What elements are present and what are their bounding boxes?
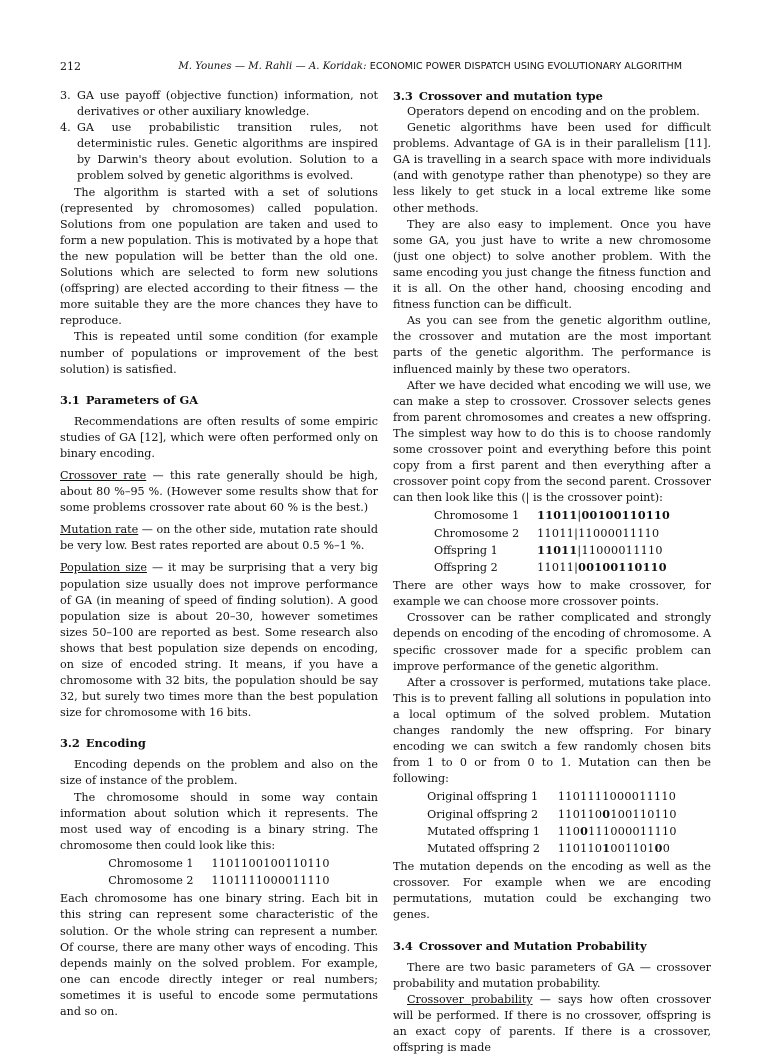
table-row: Offspring 1 11011|11000011110 xyxy=(433,543,663,557)
list-item: 4. GA use probabilistic transition rules, not deterministic rules. Genetic algorithms are inspired by Darwin's theory about evolution. Solution to a problem solved by genetic algorithms is evolved. xyxy=(60,121,378,183)
paragraph: As you can see from the genetic algorithm outline, the crossover and mutation are the most important parts of the genetic algorithm. The performance is influenced mainly by these two operators. xyxy=(393,314,711,376)
section-heading-3-4: 3.4 Crossover and Mutation Probability xyxy=(393,938,647,953)
running-head-authors: M. Younes — M. Rahli — A. Koridak xyxy=(178,61,364,72)
table-row: Chromosome 2 1101111000011110 xyxy=(108,874,330,888)
paragraph-mutation-rate: Mutation rate — on the other side, mutation rate should be very low. Best rates reported are about 0.5 %–1 %. xyxy=(60,523,378,553)
encoding-table xyxy=(108,855,329,889)
table-row: Mutated offspring 1 1100111000011110 xyxy=(427,824,677,838)
table-row: Mutated offspring 2 110110100110100 xyxy=(427,841,671,855)
numbered-list xyxy=(60,88,378,185)
paragraph: The chromosome should in some way contain information about solution which it represents. The most used way of encoding is a binary string. The chromosome then could look like this: xyxy=(60,790,378,852)
table-row: Offspring 2 11011|00100110110 xyxy=(433,560,667,574)
table-row: Original offspring 2 1101100100110110 xyxy=(427,807,677,821)
list-item: 3. GA use payoff (objective function) information, not derivatives or other auxiliary knowledge. xyxy=(60,89,378,119)
table-row: Chromosome 1 11011|00100110110 xyxy=(433,509,671,523)
paragraph-population-size: Population size — it may be surprising that a very big population size usually does not improve performance of GA (in meaning of speed of finding solution). A good population size is about 20–30, however sometimes sizes 50–100 are reported as best. Some research also shows that best population size depends on encoding, on size of encoded string. It means, if you have a chromosome with 32 bits, the population should be say 32, but surely two times more than the best population size for chromosome with 16 bits. xyxy=(60,561,378,720)
crossover-table xyxy=(434,507,670,576)
running-head-title: ECONOMIC POWER DISPATCH USING EVOLUTIONARY ALGORITHM xyxy=(369,61,682,72)
paragraph: Recommendations are often results of some empiric studies of GA [12], which were often performed only on binary encoding. xyxy=(60,414,378,460)
paragraph: After we have decided what encoding we will use, we can make a step to crossover. Crossover selects genes from parent chromosomes and creates a new offspring. The simplest way how to do this is to choose randomly some crossover point and everything before this point copy from a first parent and then everything after a crossover point copy from the second parent. Crossover can then look like this (| is the crossover point): xyxy=(393,378,711,505)
paragraph-crossover-rate: Crossover rate — this rate generally should be high, about 80 %–95 %. (However some results show that for some problems crossover rate about 60 % is the best.) xyxy=(60,468,378,515)
paragraph: Each chromosome has one binary string. Each bit in this string can represent some characteristic of the solution. Or the whole string can represent a number. Of course, there are many other ways of encoding. This depends mainly on the solved problem. For example, one can encode directly integer or real numbers; sometimes it is useful to encode some permutations and so on. xyxy=(60,892,378,1018)
page-number: 212 xyxy=(60,60,81,73)
paragraph: There are two basic parameters of GA — crossover probability and mutation probability. xyxy=(393,960,711,990)
left-column xyxy=(60,88,378,1020)
paragraph: Operators depend on encoding and on the problem. xyxy=(407,105,700,118)
mutation-table xyxy=(427,788,677,857)
term-population-size: Population size xyxy=(60,561,147,575)
table-row: Original offspring 1 1101111000011110 xyxy=(427,790,677,804)
paragraph: Crossover can be rather complicated and strongly depends on encoding of the encoding of chromosome. A specific crossover made for a specific problem can improve performance of the genetic algorithm. xyxy=(393,611,711,673)
term-crossover-probability: Crossover probability xyxy=(407,992,533,1006)
running-head: M. Younes — M. Rahli — A. Koridak: ECONOMIC POWER DISPATCH USING EVOLUTIONARY ALGORITHM xyxy=(178,61,682,72)
paragraph: Encoding depends on the problem and also on the size of instance of the problem. xyxy=(60,758,378,788)
paragraph-crossover-probability: Crossover probability — says how often crossover will be performed. If there is no crossover, offspring is an exact copy of parents. If there is a crossover, offspring is made xyxy=(393,992,711,1055)
paragraph: The mutation depends on the encoding as well as the crossover. For example when we are encoding permutations, mutation could be exchanging two genes. xyxy=(393,860,711,922)
paragraph: The algorithm is started with a set of solutions (represented by chromosomes) called population. Solutions from one population are taken and used to form a new population. This is motivated by a hope that the new population will be better than the old one. Solutions which are selected to form new solutions (offspring) are elected according to their fitness — the more suitable they are the more chances they have to reproduce. xyxy=(60,185,378,328)
table-row: Chromosome 2 11011|11000011110 xyxy=(433,526,660,540)
section-heading-3-2: 3.2 Encoding xyxy=(60,736,146,751)
right-column xyxy=(393,88,711,1056)
paragraph: There are other ways how to make crossover, for example we can choose more crossover points. xyxy=(393,579,711,609)
paragraph: They are also easy to implement. Once you have some GA, you just have to write a new chromosome (just one object) to solve another problem. With the same encoding you just change the fitness function and it is all. On the other hand, choosing encoding and fitness function can be difficult. xyxy=(393,217,711,312)
page-header xyxy=(60,60,712,76)
paragraph: Genetic algorithms have been used for difficult problems. Advantage of GA is in their parallelism [11]. GA is travelling in a search space with more individuals (and with genotype rather than phenotype) so they are less likely to get stuck in a local extreme like some other methods. xyxy=(393,121,711,215)
paragraph: This is repeated until some condition (for example number of populations or improvement of the best solution) is satisfied. xyxy=(60,330,378,376)
section-heading-3-1: 3.1 Parameters of GA xyxy=(60,392,199,407)
term-mutation-rate: Mutation rate xyxy=(60,523,139,537)
paragraph: After a crossover is performed, mutations take place. This is to prevent falling all solutions in population into a local optimum of the solved problem. Mutation changes randomly the new offspring. For binary encoding we can switch a few randomly chosen bits from 1 to 0 or from 0 to 1. Mutation can then be following: xyxy=(393,675,711,786)
section-heading-3-3: 3.3 Crossover and mutation type xyxy=(393,89,603,103)
table-row: Chromosome 1 1101100100110110 xyxy=(108,856,330,870)
term-crossover-rate: Crossover rate xyxy=(60,468,147,482)
